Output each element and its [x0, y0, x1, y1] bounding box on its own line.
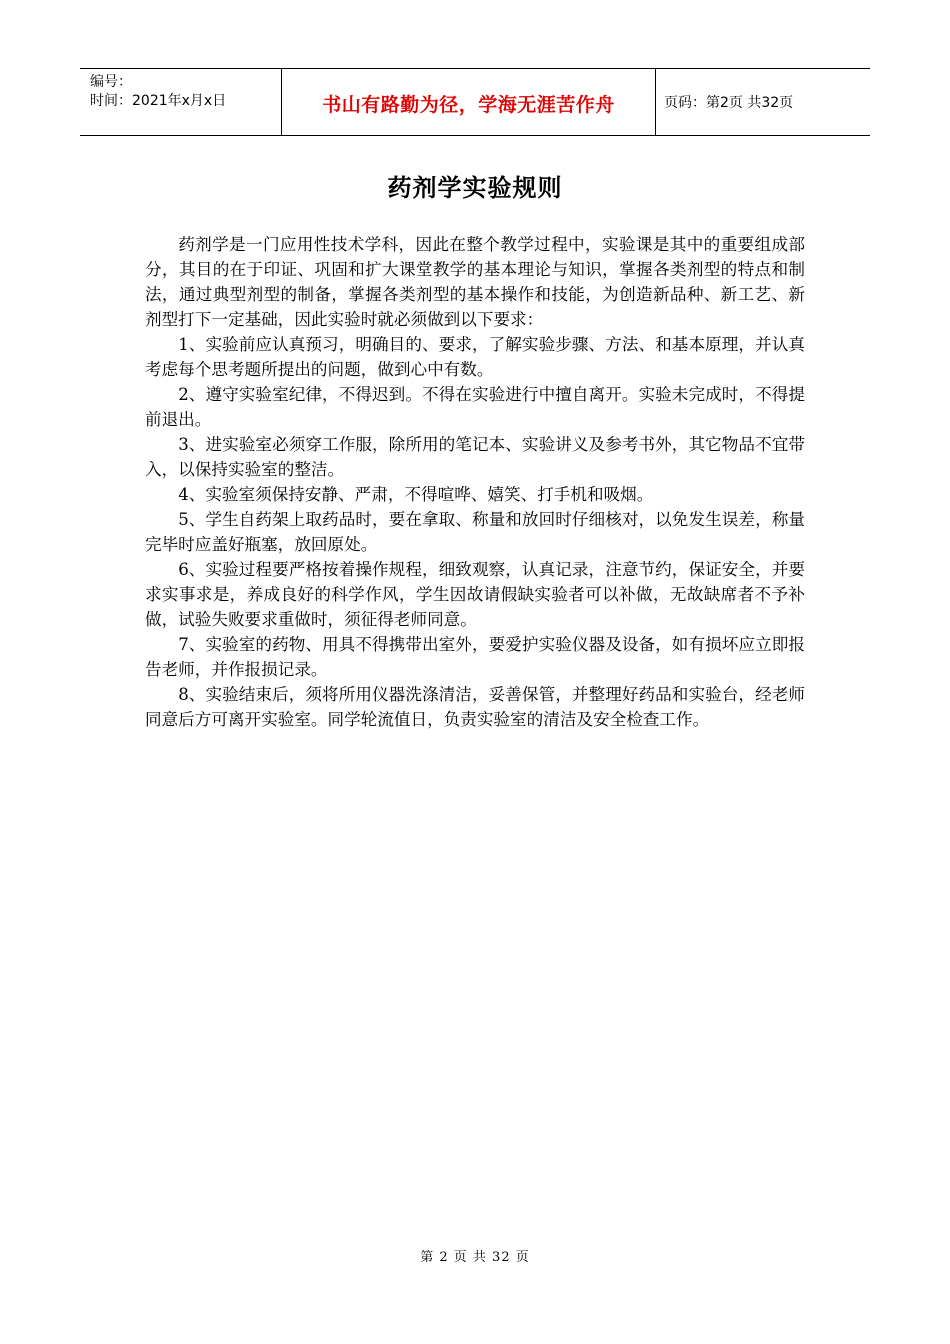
intro-paragraph: 药剂学是一门应用性技术学科，因此在整个教学过程中，实验课是其中的重要组成部分，其目的在于印证、巩固和扩大课堂教学的基本理论与知识，掌握各类剂型的特点和制法，通过典型剂型的制备，掌握各类剂型的基本操作和技能，为创造新品种、新工艺、新剂型打下一定基础，因此实验时就必须做到以下要求：: [145, 235, 805, 329]
page-footer: 第 2 页 共 32 页: [420, 1250, 530, 1265]
rule-paragraph-3: 3、进实验室必须穿工作服，除所用的笔记本、实验讲义及参考书外，其它物品不宜带入，以保持实验室的整洁。: [145, 435, 805, 479]
rule-paragraph-8: 8、实验结束后，须将所用仪器洗涤清洁，妥善保管，并整理好药品和实验台，经老师同意后方可离开实验室。同学轮流值日，负责实验室的清洁及安全检查工作。: [145, 685, 805, 729]
rule-paragraph-2: 2、遵守实验室纪律，不得迟到。不得在实验进行中擅自离开。实验未完成时，不得提前退出。: [145, 385, 805, 429]
rule-paragraph-5: 5、学生自药架上取药品时，要在拿取、称量和放回时仔细核对，以免发生误差，称量完毕时应盖好瓶塞，放回原处。: [145, 510, 805, 554]
page-header: [80, 68, 870, 136]
header-meta: [80, 69, 282, 135]
date-label: 时间：2021年x月x日: [90, 93, 227, 109]
document-body: [145, 232, 805, 732]
document-title: 药剂学实验规则: [387, 174, 563, 202]
rule-paragraph-1: 1、实验前应认真预习，明确目的、要求，了解实验步骤、方法、和基本原理，并认真考虑每个思考题所提出的问题，做到心中有数。: [145, 335, 805, 379]
header-page-info-cell: [656, 69, 870, 135]
page-info: 页码：第2页 共32页: [664, 95, 794, 111]
number-label: 编号：: [90, 74, 132, 90]
header-motto-cell: [282, 69, 656, 135]
rule-paragraph-7: 7、实验室的药物、用具不得携带出室外，要爱护实验仪器及设备，如有损坏应立即报告老师，并作报损记录。: [145, 635, 805, 679]
motto: 书山有路勤为径，学海无涯苦作舟: [322, 93, 615, 116]
rule-paragraph-6: 6、实验过程要严格按着操作规程，细致观察，认真记录，注意节约，保证安全，并要求实事求是，养成良好的科学作风，学生因故请假缺实验者可以补做，无故缺席者不予补做，试验失败要求重做时，须征得老师同意。: [145, 560, 805, 629]
rule-paragraph-4: 4、实验室须保持安静、严肃，不得喧哗、嬉笑、打手机和吸烟。: [178, 485, 654, 504]
